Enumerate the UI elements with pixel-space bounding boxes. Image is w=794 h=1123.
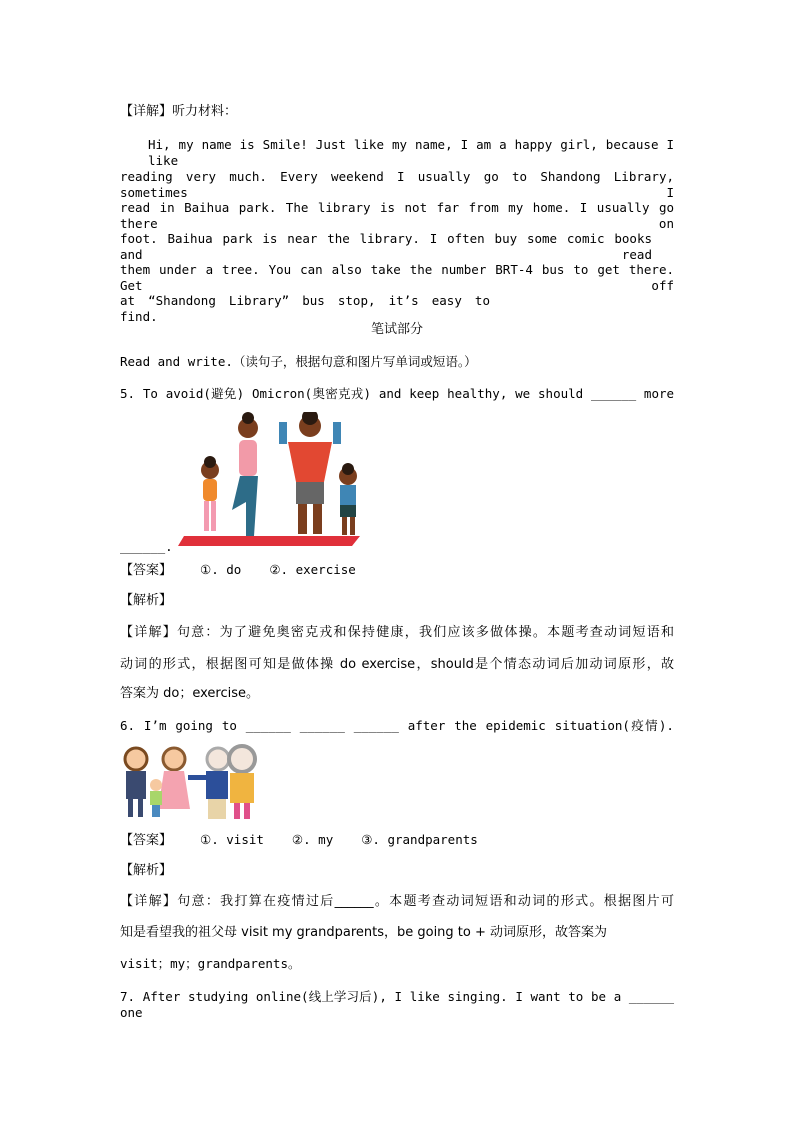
section-title: 笔试部分 [370,322,423,337]
detail-line: 答案为 do；exercise。 [120,686,259,701]
answer-blank: ______ [299,718,345,733]
detail-line: 知是看望我的祖父母 visit my grandparents，be going to + 动词原形，故答案为 [120,925,608,940]
listening-line: at “Shandong Library” bus stop, it’s easy to find. [120,293,490,324]
detail-line: 【详解】句意：我打算在疫情过后______。本题考查动词短语和动词的形式。根据图片可 [120,894,674,909]
listening-line: reading very much. Every weekend I usually go to Shandong Library, sometimes I [120,169,674,200]
family-exercise-image [176,412,368,546]
answer-5: 【答案】 ①. do ②. exercise [120,562,356,578]
question-7: 7. After studying online(线上学习后), I like singing. I want to be a ______ one [120,989,675,1020]
listening-heading: 【详解】听力材料： [120,104,238,119]
answer-blank: ______ [628,989,675,1004]
listening-line: foot. Baihua park is near the library. I often buy some comic books and read [120,231,652,262]
listening-line: Hi, my name is Smile! Just like my name, I am a happy girl, because I like [148,137,674,168]
detail-line: 【详解】句意：为了避免奥密克戎和保持健康，我们应该多做体操。本题考查动词短语和 [120,625,674,640]
question-6: 6. I’m going to ______ ______ ______ after the epidemic situation(疫情). [120,718,674,733]
answer-6: 【答案】 ①. visit ②. my ③. grandparents [120,832,478,848]
analysis-label: 【解析】 [120,593,173,608]
answer-blank: ______ [590,386,637,401]
detail-line: visit；my；grandparents。 [120,956,301,971]
listening-line: read in Baihua park. The library is not far from my home. I usually go there on [120,200,674,231]
question-5: 5. To avoid(避免) Omicron(奥密克戎) and keep healthy, we should ______ more [120,386,675,401]
answer-blank: ______ [353,718,399,733]
question-5-continued: ______. [120,539,173,554]
visit-grandparents-image [118,743,264,821]
instructions: Read and write.（读句子，根据句意和图片写单词或短语。） [120,354,477,369]
answer-blank: ______ [245,718,291,733]
listening-line: them under a tree. You can also take the number BRT-4 bus to get there. Get off [120,262,674,293]
detail-line: 动词的形式，根据图可知是做体操 do exercise，should是个情态动词后加动词原形，故 [120,657,674,672]
analysis-label: 【解析】 [120,863,173,878]
